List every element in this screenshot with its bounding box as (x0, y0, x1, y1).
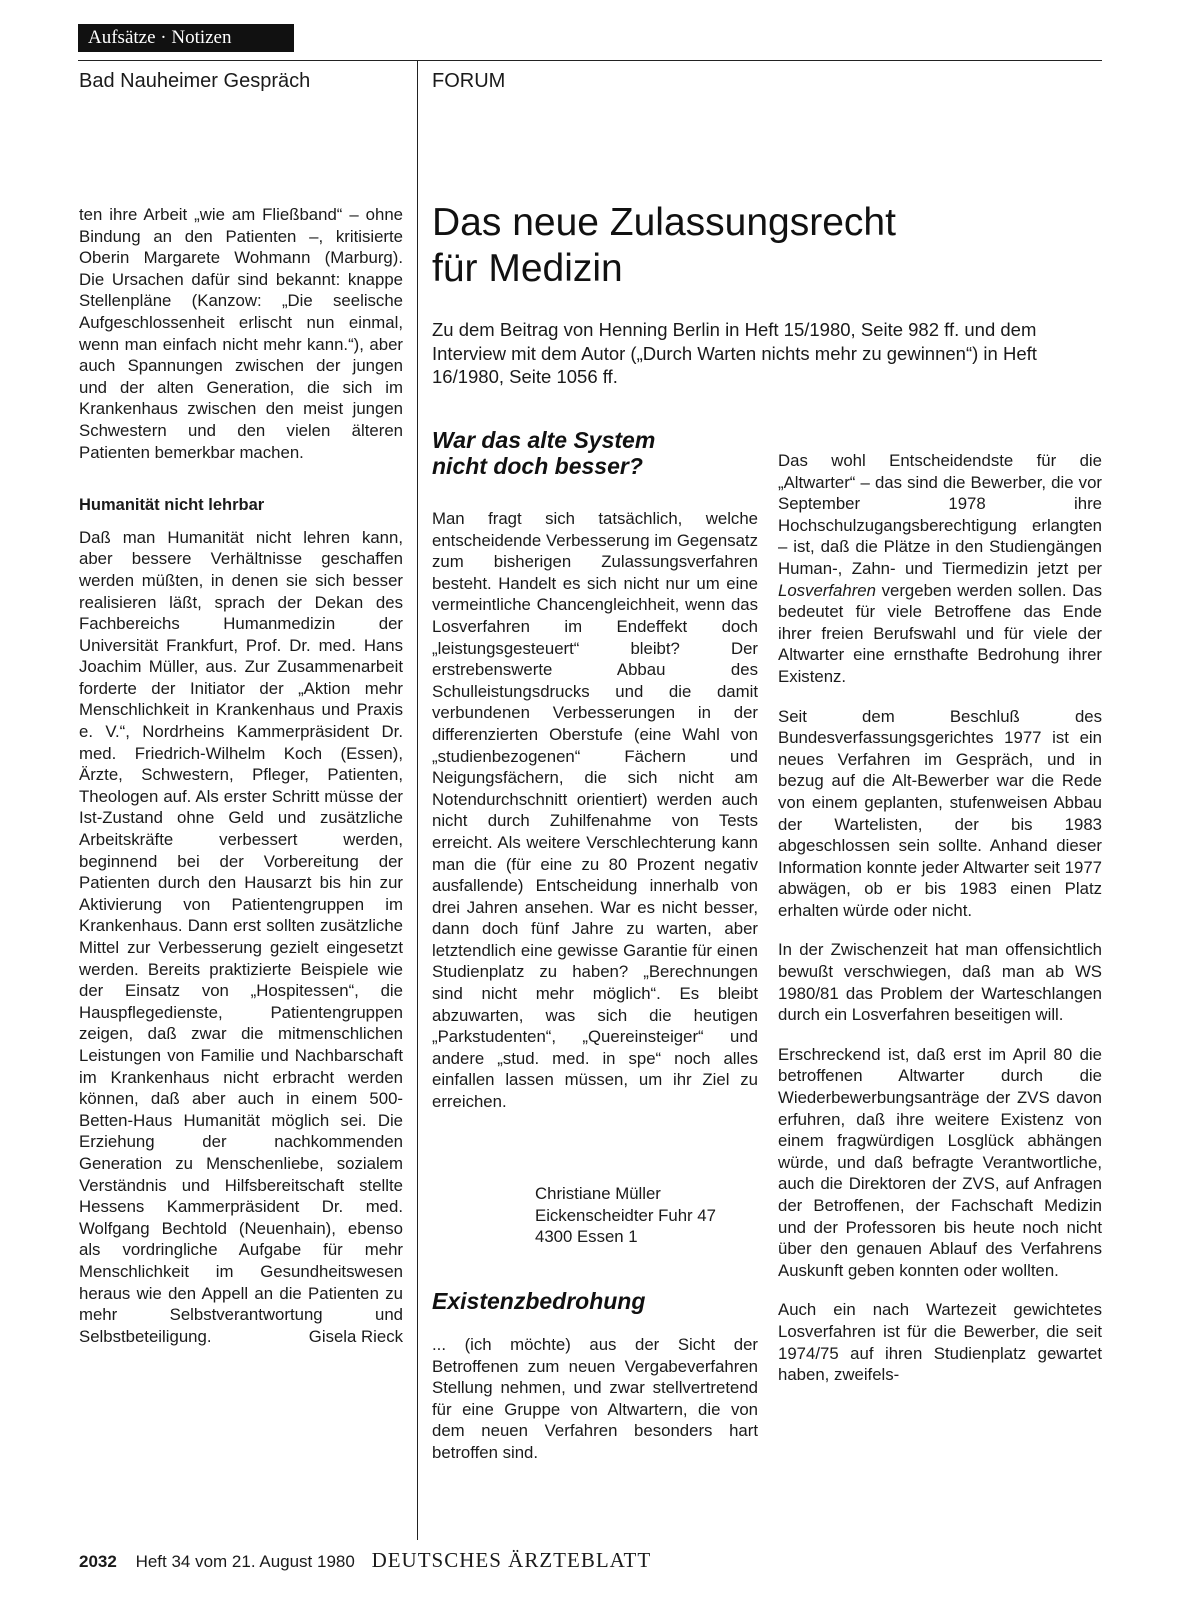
letter2-paragraph-3: In der Zwischenzeit hat man offensichtlich bewußt verschwiegen, daß man ab WS 1980/81 das Problem der Warteschlangen durch ein Losverfahren beseitigen will. (778, 940, 1102, 1025)
left-subhead: Humanität nicht lehrbar (79, 496, 265, 515)
letter1-paragraph: Man fragt sich tatsächlich, welche entscheidende Verbesserung im Gegensatz zum bisherigen Zulassungsverfahren besteht. Handelt es sich nicht nur um eine vermeintliche Chancengleichheit, wenn das Losverfahren im Endeffekt doch „leistungsgesteuert“ bleibt? Der erstrebenswerte Abbau des Schulleistungsdrucks und die damit verbundenen Verbesserungen in der differenzierten Oberstufe (eine Wahl von „studienbezogenen“ Fächern und Neigungsfächern, die sich nicht am Notendurchschnitt orientiert) werden auch nicht durch Zuhilfenahme von Tests erreicht. Als weitere Verschlechterung kann man die (für eine zu 80 Prozent negativ ausfallende) Entscheidung innerhalb von drei Jahren ansehen. War es nicht besser, dann doch fünf Jahre zu warten, aber letztendlich eine gewisse Garantie für einen Studienplatz zu haben? „Berechnungen sind nicht mehr möglich“. Es bleibt abzuwarten, was sich die heutigen „Parkstudenten“, „Quereinsteiger“ und andere „stud. med. in spe“ noch alles einfallen lassen müssen, um ihr Ziel zu erreichen. (432, 509, 758, 1112)
letter2-paragraph-0: ... (ich möchte) aus der Sicht der Betroffenen zum neuen Vergabeverfahren Stellung nehmen, und zwar stellvertretend für eine Gruppe von Altwartern, die von dem neuen Verfahren besonders hart betroffen sind. (432, 1335, 758, 1462)
article-title-line-2: für Medizin (432, 247, 623, 290)
top-rule (78, 60, 1102, 61)
signature-city: 4300 Essen 1 (535, 1227, 638, 1247)
right-column (778, 450, 1102, 1386)
letter1-heading (432, 427, 732, 479)
left-author: Gisela Rieck (308, 1326, 403, 1346)
signature-street: Eickenscheidter Fuhr 47 (535, 1205, 716, 1225)
column-divider (417, 60, 418, 1540)
page-footer (79, 1548, 651, 1573)
page-number: 2032 (79, 1552, 117, 1571)
left-column (79, 204, 403, 1347)
letter2-paragraph-4: Erschreckend ist, daß erst im April 80 die betroffenen Altwarter durch die Wiederbewerbungsanträge der ZVS davon erfuhren, daß ihre weitere Existenz von einem fragwürdigen Losglück abhängen würde, und daß befragte Verantwortliche, auch die Direktoren der ZVS, auf Anfragen der Betroffenen, der Fachschaft Medizin und der Professoren bis heute noch nicht über den genauen Ablauf des Verfahrens Auskunft geben konnten oder wollten. (778, 1044, 1102, 1280)
section-tag: Aufsätze · Notizen (78, 24, 294, 52)
left-paragraph-2-text: Daß man Humanität nicht lehren kann, aber bessere Verhältnisse geschaffen werden müßten, in denen sie sich besser realisieren läßt, sprach der Dekan des Fachbereichs Humanmedizin der Universität Frankfurt, Prof. Dr. med. Hans Joachim Müller, aus. Zur Zusammenarbeit forderte der Initiator der „Aktion mehr Menschlichkeit in Krankenhaus und Praxis e. V.“, Nordrheins Kammerpräsident Dr. med. Friedrich-Wilhelm Koch (Essen), Ärzte, Schwestern, Pfleger, Patienten, Theologen auf. Als erster Schritt müsse der Ist-Zustand ohne Geld und zusätzliche Arbeitskräfte verbessert werden, beginnend bei der Vorbereitung der Patienten durch den Hausarzt bis hin zur Aktivierung von Patientengruppen im Krankenhaus. Dann erst sollten zusätzliche Mittel zur Verbesserung gezielt eingesetzt werden. Bereits praktizierte Beispiele wie der Einsatz von „Hospitessen“, die Hauspflegedienste, Patientengruppen zeigen, daß zwar die mitmenschlichen Leistungen von Familie und Nachbarschaft im Krankenhaus nicht erbracht werden können, daß aber auch in einem 500-Betten-Haus Humanität möglich sei. Die Erziehung der nachkommenden Generation zu Menschenliebe, sozialem Verständnis und Hilfsbereitschaft stellte Hessens Kammerpräsident Dr. med. Wolfgang Bechtold (Neuenhain), ebenso als vordringliche Aufgabe für mehr Menschlichkeit im Gesundheitswesen heraus wie den Appell an die Patienten zu mehr Selbstverantwortung und Selbstbeteiligung. (79, 527, 403, 1346)
p1-emphasis: Losverfahren (778, 580, 876, 600)
p1-pre: Das wohl Entscheidendste für die „Altwarter“ – das sind die Bewerber, die vor September 1978 ihre Hochschulzugangsberechtigung erlangten – ist, daß die Plätze in den Studiengängen Human-, Zahn- und Tiermedizin jetzt per (778, 451, 1102, 578)
letter2-paragraph-2: Seit dem Beschluß des Bundesverfassungsgerichtes 1977 ist ein neues Verfahren im Gespräch, und in bezug auf die Alt-Bewerber war die Rede von einem geplanten, stufenweisen Abbau der Wartelisten, der bis 1983 abgeschlossen sein sollte. Anhand dieser Information konnte jeder Altwarter seit 1977 abwägen, ob er bis 1983 einen Platz erhalten würde oder nicht. (778, 706, 1102, 920)
article-title-line-1: Das neue Zulassungsrecht (432, 201, 896, 244)
signature-name: Christiane Müller (535, 1184, 661, 1203)
letter1-heading-line-1: War das alte System (432, 427, 656, 453)
letter2-heading: Existenzbedrohung (432, 1288, 646, 1314)
letter1-heading-line-2: nicht doch besser? (432, 453, 643, 479)
article-intro: Zu dem Beitrag von Henning Berlin in Heft 15/1980, Seite 982 ff. und dem Interview mit dem Autor („Durch Warten nichts mehr zu gewinnen“) in Heft 16/1980, Seite 1056 ff. (432, 319, 1037, 387)
issue-info: Heft 34 vom 21. August 1980 (135, 1552, 355, 1571)
left-paragraph-2 (79, 527, 403, 1348)
letter2-body-start (432, 1334, 758, 1464)
left-paragraph-1: ten ihre Arbeit „wie am Fließband“ – ohne Bindung an den Patienten –, kritisierte Oberin Margarete Wohmann (Marburg). Die Ursachen dafür sind bekannt: knappe Stellenpläne (Kanzow: „Die seelische Aufgeschlossenheit erlischt nun einmal, wenn man einfach nicht mehr kann.“), aber auch Spannungen zwischen der jungen und der alten Generation, die sich im Krankenhaus zwischen den meist jungen Schwestern und den vielen älteren Patienten bemerkbar machen. (79, 205, 403, 462)
p1-post: vergeben werden sollen. Das bedeutet für viele Betroffene das Ende ihrer freien Berufswahl und für viele der Altwarter eine ernsthafte Bedrohung ihrer Existenz. (778, 580, 1102, 686)
left-column-header: Bad Nauheimer Gespräch (79, 70, 311, 92)
journal-name: DEUTSCHES ÄRZTEBLATT (371, 1548, 652, 1572)
forum-header: FORUM (432, 70, 506, 92)
letter2-paragraph-5: Auch ein nach Wartezeit gewichtetes Losverfahren ist für die Bewerber, die seit 1974/75 auf ihren Studienplatz gewartet haben, zweifels- (778, 1300, 1102, 1385)
letter1-body (432, 508, 758, 1113)
letter2-paragraph-1 (778, 450, 1102, 688)
letter1-signature (535, 1183, 716, 1248)
article-title (432, 200, 1092, 292)
